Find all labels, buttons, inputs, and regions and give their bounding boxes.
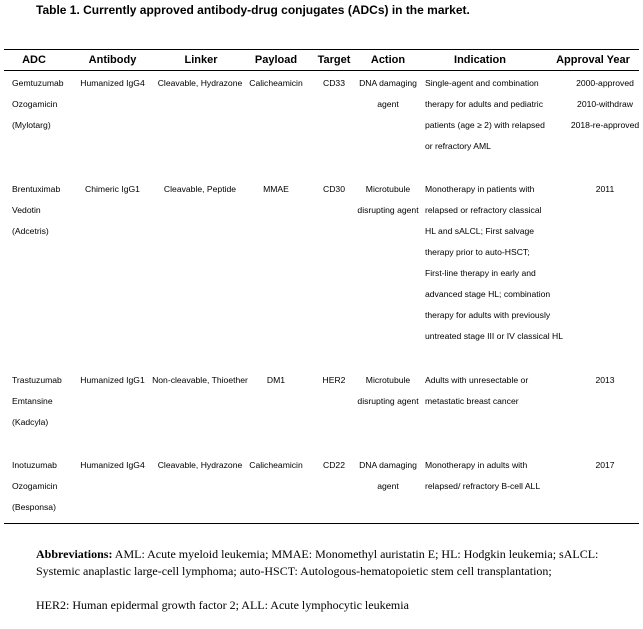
cell-year — [559, 370, 643, 391]
cell-year — [559, 179, 643, 200]
cell-line: HER2 — [322, 375, 346, 385]
table-bottom-rule — [4, 523, 639, 524]
cell-linker — [150, 179, 250, 200]
cell-payload — [247, 179, 305, 200]
cell-action — [352, 179, 424, 221]
cell-line: therapy for adults with previously — [425, 310, 551, 320]
cell-line: 2011 — [595, 184, 615, 194]
cell-line: Calicheamicin — [249, 460, 303, 470]
cell-antibody — [70, 455, 155, 476]
cell-line: agent — [377, 99, 399, 109]
cell-line: Humanized IgG4 — [80, 460, 145, 470]
cell-line: DM1 — [266, 375, 286, 385]
cell-line: relapsed/ refractory B-cell ALL — [425, 481, 541, 491]
cell-year — [559, 73, 643, 136]
header-payload: Payload — [254, 54, 298, 66]
cell-year — [559, 455, 643, 476]
cell-line: disrupting agent — [357, 396, 419, 406]
cell-payload — [247, 73, 305, 94]
cell-line: (Adcetris) — [12, 226, 49, 236]
cell-line: Single-agent and combination — [425, 78, 539, 88]
cell-action — [352, 455, 424, 497]
cell-line: DNA damaging — [359, 78, 417, 88]
cell-line: (Mylotarg) — [12, 120, 51, 130]
header-approval-year: Approval Year — [556, 54, 630, 66]
cell-line: Monotherapy in adults with — [425, 460, 528, 470]
cell-linker — [150, 73, 250, 94]
cell-line: or refractory AML — [425, 141, 491, 151]
header-adc: ADC — [22, 54, 46, 66]
cell-line: untreated stage III or IV classical HL — [425, 331, 564, 341]
cell-line: Microtubule — [365, 184, 411, 194]
cell-line: DNA damaging — [359, 460, 417, 470]
cell-line: Cleavable, Hydrazone — [157, 78, 243, 88]
cell-line: HL and sALCL; First salvage — [425, 226, 535, 236]
cell-line: patients (age ≥ 2) with relapsed — [425, 120, 545, 130]
cell-target — [311, 370, 357, 391]
cell-line: 2018-re-approved — [570, 120, 640, 130]
cell-line: Ozogamicin — [12, 99, 58, 109]
cell-line: CD33 — [323, 78, 345, 88]
cell-line: 2010-withdraw — [577, 99, 633, 109]
cell-indication — [425, 179, 565, 347]
cell-line: therapy for adults and pediatric — [425, 99, 543, 109]
cell-target — [311, 455, 357, 476]
cell-indication — [425, 455, 565, 497]
cell-line: Cleavable, Hydrazone — [157, 460, 243, 470]
cell-linker — [150, 370, 250, 391]
header-action: Action — [370, 54, 406, 66]
abbreviations-text: AML: Acute myeloid leukemia; MMAE: Monomethyl auristatin E; HL: Hodgkin leukemia; sALCL: Systemic anaplastic large-cell lymphoma; auto-HSCT: Autologous-hematopoietic stem cell transplantation; — [36, 547, 599, 578]
cell-target — [311, 179, 357, 200]
cell-line: Non-cleavable, Thioether — [152, 375, 248, 385]
cell-line: metastatic breast cancer — [425, 396, 519, 406]
cell-line: Chimeric IgG1 — [85, 184, 140, 194]
cell-line: agent — [377, 481, 399, 491]
cell-payload — [247, 455, 305, 476]
header-antibody: Antibody — [88, 54, 137, 66]
cell-indication — [425, 370, 565, 412]
cell-payload — [247, 370, 305, 391]
abbreviations-label: Abbreviations: — [36, 547, 113, 561]
cell-line: Microtubule — [365, 375, 411, 385]
cell-line: First-line therapy in early and — [425, 268, 536, 278]
cell-line: Gemtuzumab — [12, 78, 64, 88]
cell-line: Monotherapy in patients with — [425, 184, 535, 194]
cell-line: CD22 — [323, 460, 345, 470]
cell-line: Humanized IgG4 — [80, 78, 145, 88]
abbreviations-footnote — [36, 546, 616, 580]
cell-line: Inotuzumab — [12, 460, 57, 470]
cell-action — [352, 73, 424, 115]
cell-line: MMAE — [263, 184, 289, 194]
cell-adc — [12, 370, 72, 433]
table-header-rule — [4, 70, 639, 71]
cell-adc — [12, 455, 72, 518]
cell-line: Emtansine — [12, 396, 53, 406]
table-top-rule — [4, 49, 639, 50]
cell-adc — [12, 179, 72, 242]
cell-line: (Kadcyla) — [12, 417, 49, 427]
cell-linker — [150, 455, 250, 476]
cell-line: 2017 — [595, 460, 615, 470]
header-indication: Indication — [454, 54, 506, 66]
cell-line: Adults with unresectable or — [425, 375, 529, 385]
cell-line: Cleavable, Peptide — [163, 184, 237, 194]
cell-line: advanced stage HL; combination — [425, 289, 551, 299]
cell-line: Brentuximab — [12, 184, 61, 194]
cell-line: Trastuzumab — [12, 375, 62, 385]
header-linker: Linker — [184, 54, 218, 66]
cell-line: 2013 — [595, 375, 615, 385]
cell-line: Vedotin — [12, 205, 41, 215]
cell-line: therapy prior to auto-HSCT; — [425, 247, 530, 257]
her2-footnote: HER2: Human epidermal growth factor 2; ALL: Acute lymphocytic leukemia — [36, 598, 409, 612]
cell-line: Humanized IgG1 — [80, 375, 145, 385]
cell-action — [352, 370, 424, 412]
cell-antibody — [70, 73, 155, 94]
cell-line: Ozogamicin — [12, 481, 58, 491]
cell-target — [311, 73, 357, 94]
cell-line: 2000-approved — [576, 78, 634, 88]
cell-antibody — [70, 179, 155, 200]
cell-line: CD30 — [323, 184, 345, 194]
table-caption: Table 1. Currently approved antibody-drug conjugates (ADCs) in the market. — [36, 3, 470, 17]
cell-indication — [425, 73, 565, 157]
cell-adc — [12, 73, 72, 136]
cell-antibody — [70, 370, 155, 391]
header-target: Target — [317, 54, 351, 66]
cell-line: relapsed or refractory classical — [425, 205, 542, 215]
cell-line: disrupting agent — [357, 205, 419, 215]
cell-line: Calicheamicin — [249, 78, 303, 88]
cell-line: (Besponsa) — [12, 502, 56, 512]
